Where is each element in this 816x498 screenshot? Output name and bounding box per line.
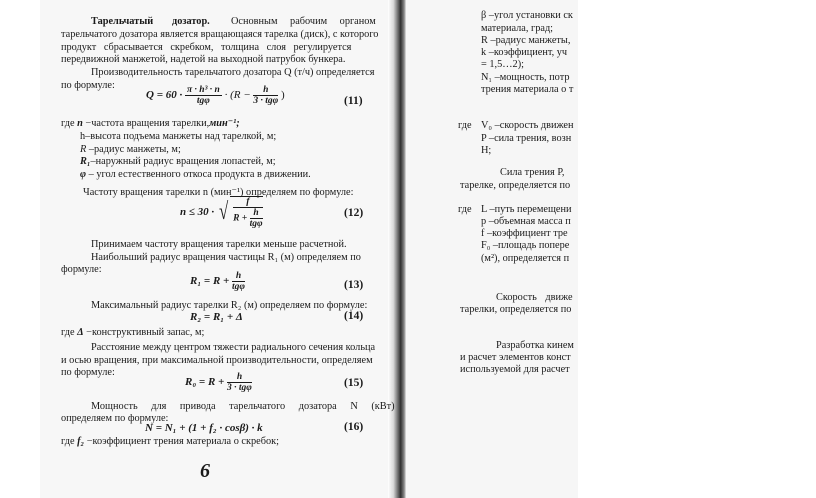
right-line-19: тарелки, определяется по: [460, 304, 572, 315]
book-spine-shadow: [388, 0, 406, 498]
def-n: где n −частота вращения тарелки,мин⁻¹;: [61, 118, 240, 129]
para3: Частоту вращения тарелки n (мин⁻¹) определяем по формуле:: [83, 187, 354, 198]
right-line-8a: где: [458, 120, 472, 131]
def-phi: φ – угол естественного откоса продукта в движении.: [80, 169, 311, 180]
equation-15-number: (15): [344, 377, 364, 389]
right-line-3: R –радиус манжеты,: [481, 35, 571, 46]
heading-term-2: дозатор.: [172, 16, 210, 27]
para4: Принимаем частоту вращения тарелки меньше расчетной.: [91, 239, 347, 250]
def-R1: R₁–наружный радиус вращения лопастей, м;: [80, 156, 276, 167]
blank-area: [578, 0, 816, 498]
right-line-6: N₁ –мощность, потр: [481, 72, 570, 83]
para2-line2: по формуле:: [61, 80, 115, 91]
right-line-22: используемой для расчет: [460, 364, 570, 375]
right-line-11: Сила трения P,: [500, 167, 565, 178]
para8-line1: Мощность для привода тарельчатого дозатора N (кВт): [91, 401, 395, 412]
def-delta: где Δ −конструктивный запас, м;: [61, 327, 205, 338]
para6: Максимальный радиус тарелки R₂ (м) определяем по формуле:: [91, 300, 368, 311]
right-line-17: (м²), определяется п: [481, 253, 570, 264]
right-page-text: [406, 0, 578, 498]
equation-12: n ≤ 30 · √ f R + $\frac{h}{\text{tgφ}}$: [180, 197, 263, 229]
right-line-7: трения материала о т: [481, 84, 574, 95]
right-line-8b: V₀ –скорость движен: [481, 120, 574, 131]
def-f2: где f₂ −коэффициент трения материала о скребок;: [61, 436, 279, 447]
equation-13: R₁ = R + $\frac{h}{\text{tgφ}}$: [190, 271, 245, 292]
para8-line2: определяем по формуле:: [61, 413, 169, 424]
para1-line3: продукт сбрасывается скребком, толщина слоя регулируется: [61, 42, 352, 53]
right-line-2: материала, град;: [481, 23, 554, 34]
para1-line4: передвижной манжетой, надетой на выходной патрубок бункера.: [61, 54, 346, 65]
para1-line2: тарельчатого дозатора является вращающаяся тарелка (диск), с которого: [61, 29, 379, 40]
page-number: 6: [200, 460, 210, 482]
def-h: h–высота подъема манжеты над тарелкой, м;: [80, 131, 277, 142]
def-R: R –радиус манжеты, м;: [80, 144, 181, 155]
para7-line1: Расстояние между центром тяжести радиального сечения кольца: [91, 342, 376, 353]
right-line-20: Разработка кинем: [496, 340, 574, 351]
equation-13-number: (13): [344, 279, 364, 291]
para7-line3: по формуле:: [61, 367, 115, 378]
right-line-10: Н;: [481, 145, 492, 156]
right-line-15: f –коэффициент тре: [481, 228, 568, 239]
right-line-9: P –сила трения, возн: [481, 133, 572, 144]
right-line-4: k –коэффициент, уч: [481, 47, 568, 58]
right-line-21: и расчет элементов конст: [460, 352, 571, 363]
equation-11-number: (11): [344, 95, 363, 107]
equation-12-number: (12): [344, 207, 364, 219]
equation-14-number: (14): [344, 310, 364, 322]
equation-11: Q = 60 · $\frac{\text{π · h³ · n}}{\text{tgφ}}$ · (R − $\frac{h}{\text{3 · tgφ}}$ ): [146, 85, 285, 106]
right-line-18: Скорость движе: [496, 292, 573, 303]
equation-15: R₀ = R + $\frac{h}{\text{3 · tgφ}}$: [185, 372, 252, 393]
right-line-14: p –объемная масса п: [481, 216, 571, 227]
right-line-1: β –угол установки ск: [481, 10, 573, 21]
right-line-13b: L –путь перемещени: [481, 204, 572, 215]
para5-line2: формуле:: [61, 264, 102, 275]
right-line-16: F₀ –площадь попере: [481, 240, 570, 251]
equation-14: R₂ = R₁ + Δ: [190, 311, 243, 323]
right-line-12: тарелке, определяется по: [460, 180, 571, 191]
para1-line1: Основным рабочим органом: [231, 16, 376, 27]
heading-term: Тарельчатый: [91, 16, 154, 27]
right-line-13a: где: [458, 204, 472, 215]
para7-line2: и осью вращения, при максимальной производительности, определяем: [61, 355, 373, 366]
equation-16: N = N₁ + (1 + f₂ · cosβ) · k: [145, 422, 263, 434]
right-line-5: = 1,5…2);: [481, 59, 524, 70]
equation-16-number: (16): [344, 421, 364, 433]
para2-line1: Производительность тарельчатого дозатора Q (т/ч) определяется: [91, 67, 375, 78]
para5-line1: Наибольший радиус вращения частицы R₁ (м) определяем по: [91, 252, 361, 263]
